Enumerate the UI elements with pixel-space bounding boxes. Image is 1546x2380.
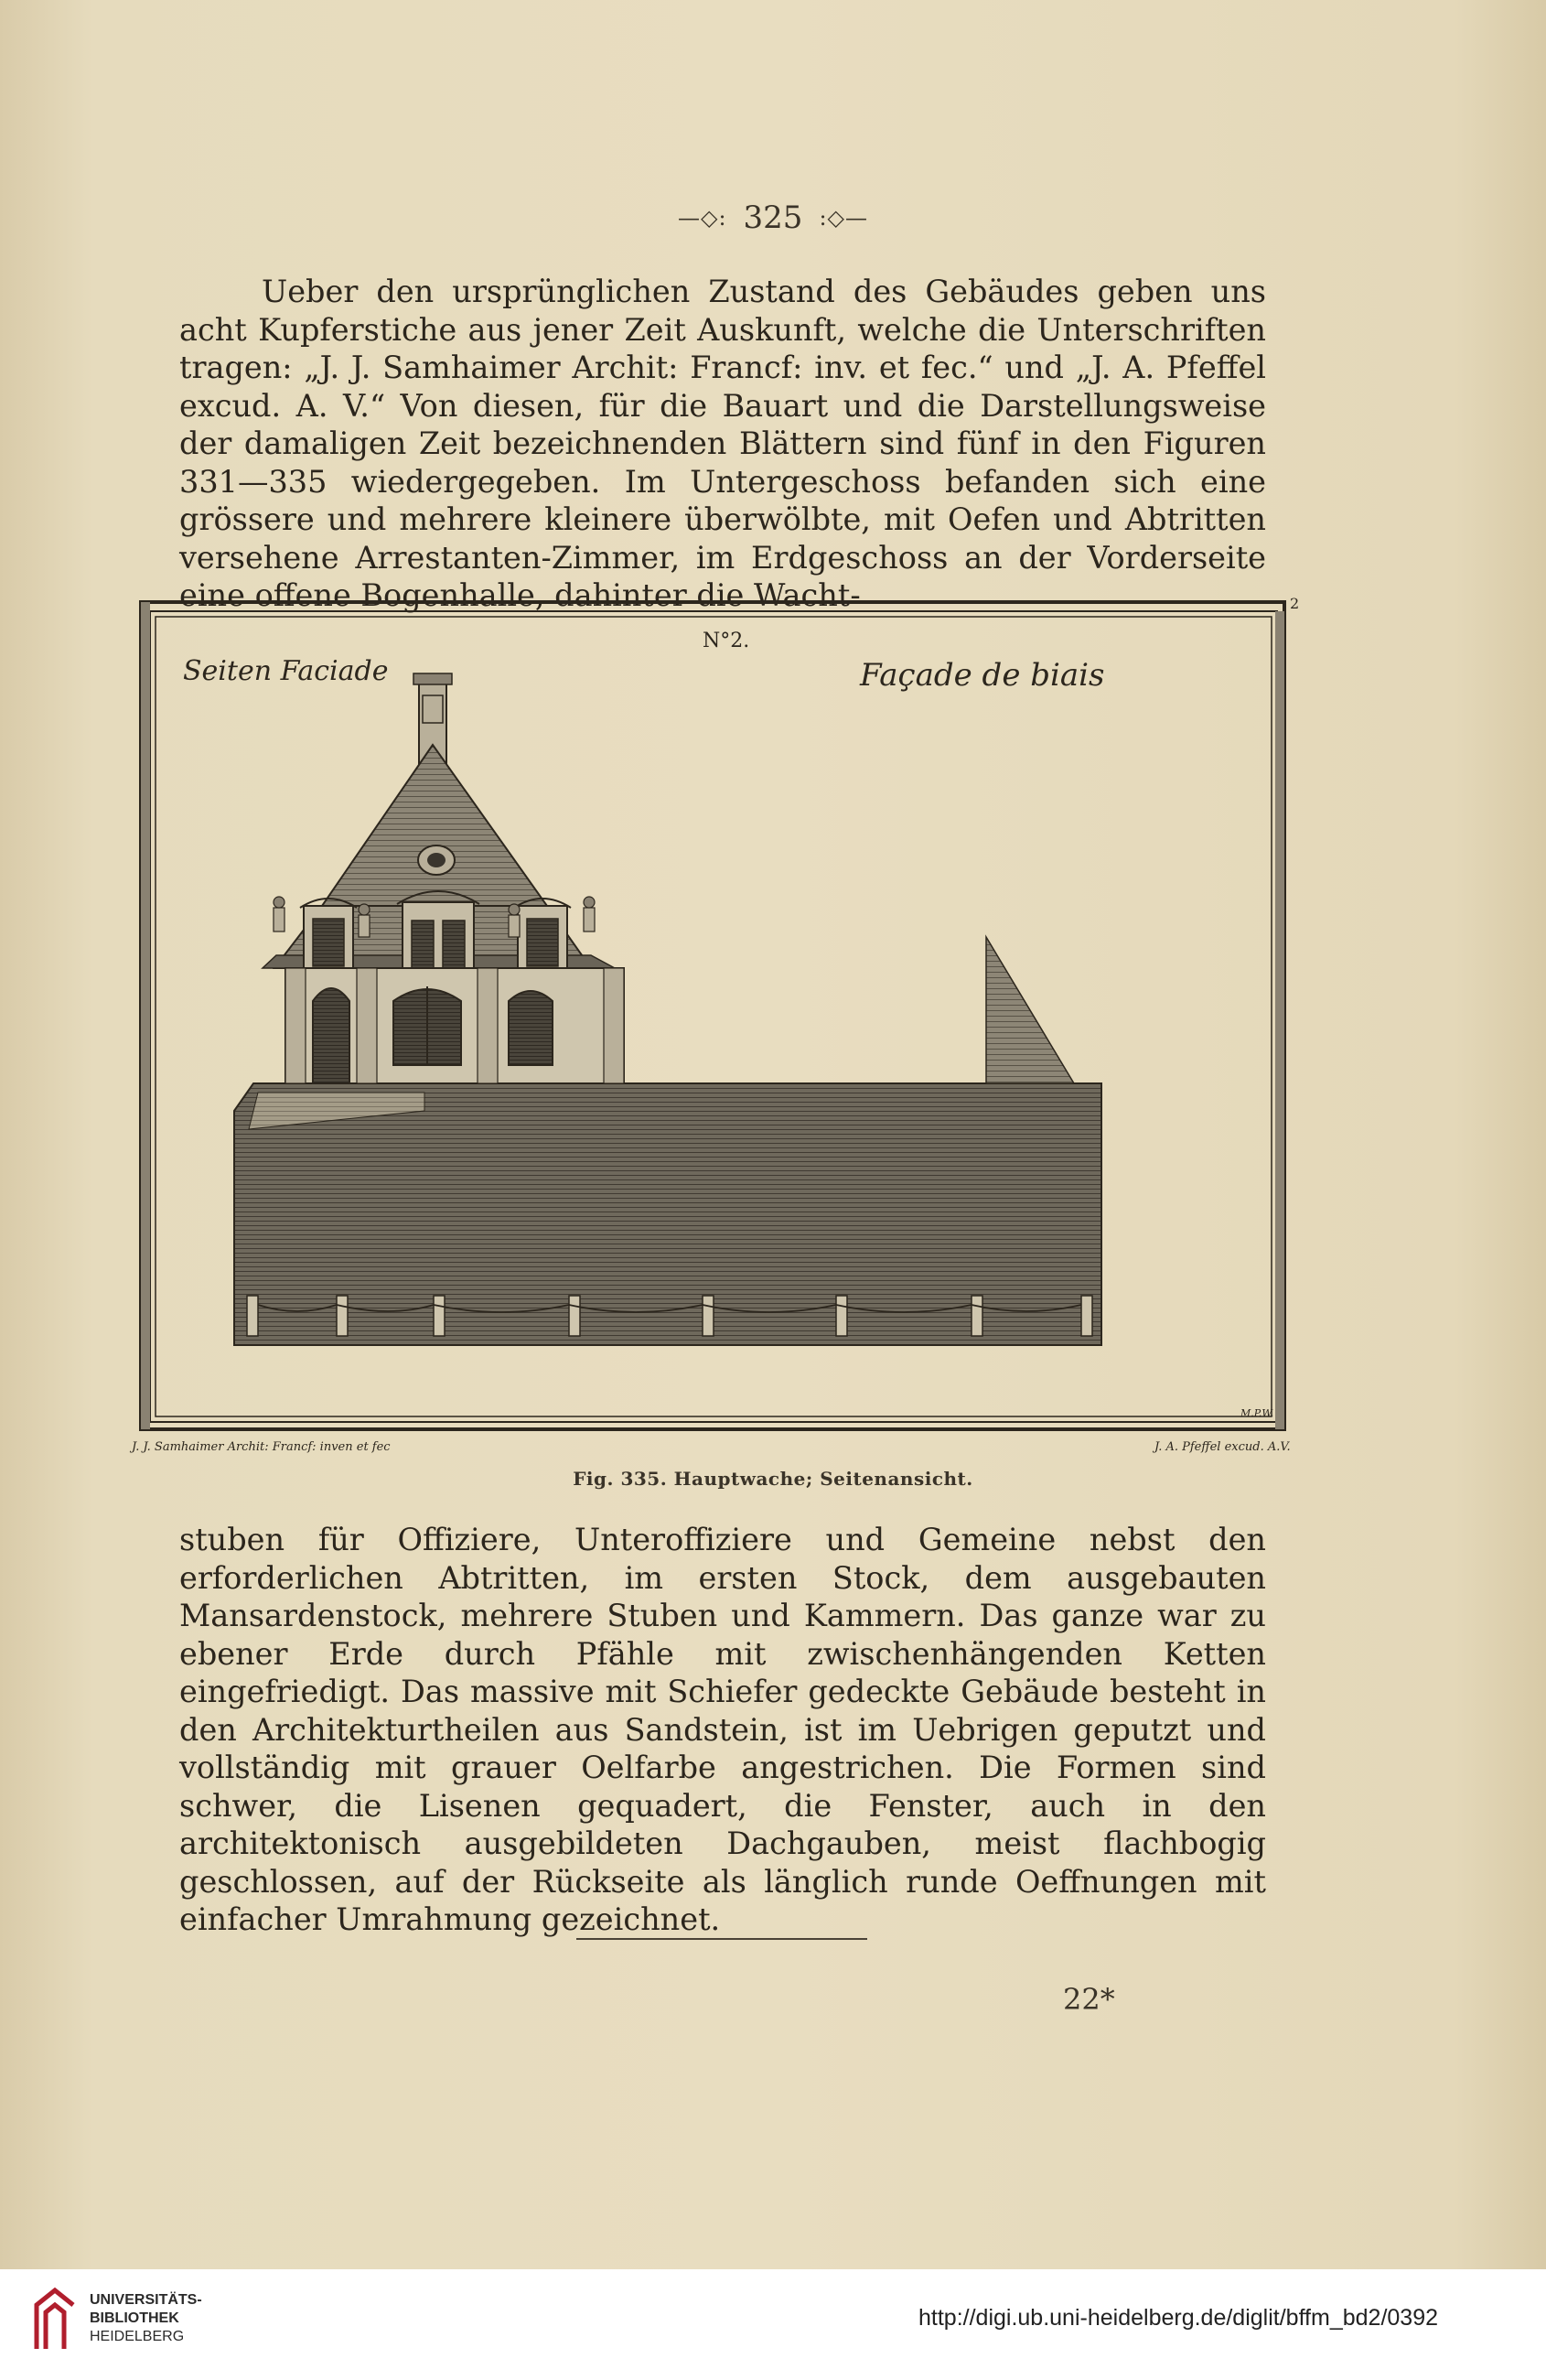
dormer-left: [300, 899, 357, 972]
publisher-credit: J. A. Pfeffel excud. A.V.: [1154, 1440, 1291, 1454]
paragraph-text: stuben für Offiziere, Unteroffiziere und Gemeine nebst den erforderlichen Abtritten, im ersten Stock, dem ausgebauten Mansardenstock, mehrere Stuben und Kammern. Das ganze war zu ebener Erde durch Pfähle mit zwischenhängenden Ketten eingefriedigt. Das massive mit Schiefer gedeckte Gebäude besteht in den Architekturtheilen aus Sandstein, ist im Uebrigen geputzt und vollständig mit grauer Oelfarbe angestrichen. Die Formen sind schwer, die Lisenen gequadert, die Fenster, auch in den architektonisch ausgebildeten Dachgauben, meist flachbogig geschlossen, auf der Rückseite als länglich runde Oeffnungen mit einfacher Umrahmung gezeichnet.: [179, 1522, 1266, 1937]
library-name-line-1: UNIVERSITÄTS-: [90, 2292, 202, 2308]
engraver-credit: J. J. Samhaimer Archit: Francf: inven et fec: [132, 1440, 391, 1454]
figure-caption: Fig. 335. Hauptwache; Seitenansicht.: [573, 1468, 973, 1490]
library-logo-icon: [31, 2285, 79, 2354]
source-url-link[interactable]: http://digi.ub.uni-heidelberg.de/diglit/bffm_bd2/0392: [918, 2305, 1439, 2331]
frame-shadow-right: [1275, 611, 1284, 1429]
page-number: 325: [743, 199, 803, 236]
library-name-line-3: HEIDELBERG: [90, 2329, 185, 2344]
plate-mark: M.P.W.: [1240, 1407, 1274, 1419]
figure-label-left: Seiten Faciade: [183, 655, 389, 687]
terrace-right-slope: [986, 937, 1074, 1083]
figure-label-right: Façade de biais: [860, 657, 1105, 694]
separator-rule: [576, 1938, 867, 1940]
plate-number: N°2.: [703, 630, 750, 652]
plate-corner-number: 2: [1290, 595, 1300, 612]
body-paragraph-1: [179, 273, 1266, 615]
frame-shadow-left: [141, 602, 150, 1429]
header-ornament-left: —◇:: [678, 205, 727, 231]
paragraph-text: Ueber den ursprünglichen Zustand des Gebäudes geben uns acht Kupferstiche aus jener Zeit Auskunft, welche die Unterschriften tragen: „J. J. Samhaimer Archit: Francf: inv. et fec.“ und „J. A. Pfeffel excud. A. V.“ Von diesen, für die Bauart und die Darstellungsweise der damaligen Zeit bezeichnenden Blättern sind fünf in den Figuren 331—335 wiedergegeben. Im Untergeschoss befanden sich eine grössere und mehrere kleinere überwölbte, mit Oefen und Abtritten versehene Arrestanten-Zimmer, im Erdgeschoss an der Vorderseite eine offene Bogenhalle, dahinter die Wacht-: [179, 274, 1266, 613]
header-ornament-right: :◇—: [819, 205, 868, 231]
sheet-signature: 22*: [1063, 1982, 1115, 2017]
engraving-figure: [139, 598, 1290, 1438]
page-header: [0, 198, 1546, 240]
roof-upper: [322, 745, 547, 906]
body-paragraph-2: [179, 1521, 1266, 1939]
library-name: [90, 2291, 202, 2346]
library-name-line-2: BIBLIOTHEK: [90, 2310, 179, 2326]
dormer-right: [514, 899, 571, 972]
engraving-drawing: [139, 598, 1290, 1438]
